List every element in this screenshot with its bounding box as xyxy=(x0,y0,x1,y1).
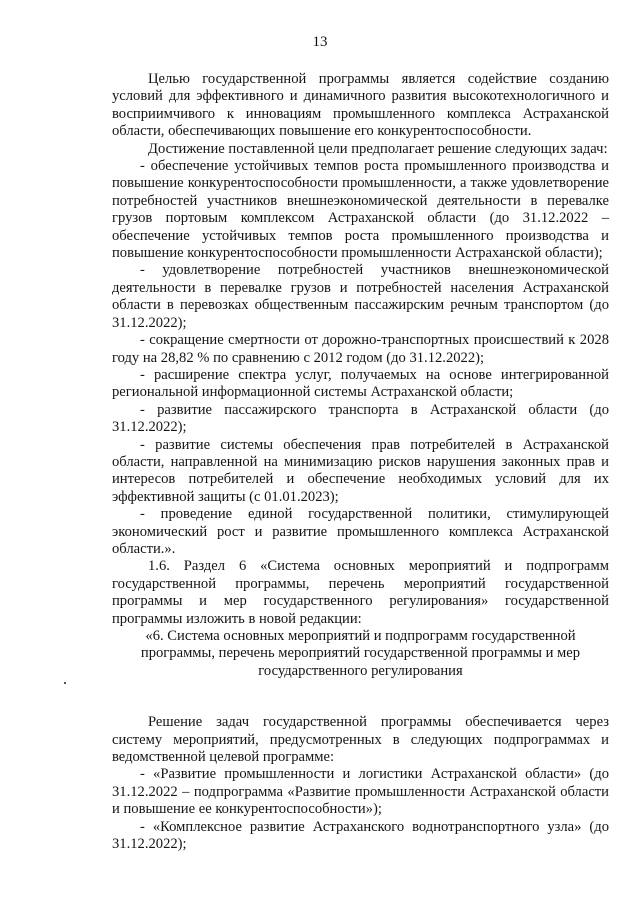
amendment-paragraph: 1.6. Раздел 6 «Система основных мероприятий и подпрограмм государственной программы, перечень мероприятий государственной программы и мер государственного регулирования» государственной программы изложить в новой редакции: xyxy=(112,558,609,627)
goal-paragraph: Целью государственной программы является содействие созданию условий для эффективного и динамичного развития высокотехнологичного и восприимчивого к инновациям промышленного комплекса Астраханской области, обеспечивающих повышение его конкурентоспособности. xyxy=(112,71,609,140)
solution-paragraph: Решение задач государственной программы обеспечивается через систему мероприятий, предусмотренных в следующих подпрограммах и ведомственной целевой программе: xyxy=(112,714,609,766)
subprogram-item: - «Развитие промышленности и логистики Астраханской области» (до 31.12.2022 – подпрограмма «Развитие промышленности Астраханской области и повышение ее конкурентоспособности»); xyxy=(112,766,609,818)
task-item: - расширение спектра услуг, получаемых на основе интегрированной региональной информационной системы Астраханской области; xyxy=(112,366,609,401)
tasks-intro-paragraph: Достижение поставленной цели предполагает решение следующих задач: xyxy=(148,140,608,157)
task-item: - развитие системы обеспечения прав потребителей в Астраханской области, направленной на минимизацию рисков нарушения законных прав и интересов потребителей и обеспечение необходимых условий для их эффективной защиты (с 01.01.2023); xyxy=(112,436,609,505)
subprogram-item: - «Комплексное развитие Астраханского воднотранспортного узла» (до 31.12.2022); xyxy=(112,818,609,853)
task-item: - сокращение смертности от дорожно-транспортных происшествий к 2028 году на 28,82 % по сравнению с 2012 годом (до 31.12.2022); xyxy=(112,332,609,366)
section-heading: «6. Система основных мероприятий и подпрограмм государственной программы, перечень мероприятий государственной программы и мер государственного регулирования xyxy=(140,628,581,679)
task-item: - обеспечение устойчивых темпов роста промышленного производства и повышение конкурентоспособности промышленности, а также удовлетворение потребностей участников внешнеэкономической деятельности в перевалке грузов портовым комплексом Астраханской области (до 31.12.2022 – обеспечение устойчивых темпов роста промышленного производства и повышение конкурентоспособности промышленности Астраханской области); xyxy=(112,158,609,262)
page-number: 13 xyxy=(312,34,328,50)
margin-dot xyxy=(64,682,66,684)
task-item: - проведение единой государственной политики, стимулирующей экономический рост и развитие промышленного комплекса Астраханской области.». xyxy=(112,506,609,557)
task-item: - удовлетворение потребностей участников внешнеэкономической деятельности в перевалке грузов и потребностей населения Астраханской области в перевозках общественным пассажирским речным транспортом (до 31.12.2022); xyxy=(112,262,609,331)
document-body xyxy=(112,71,609,853)
task-item: - развитие пассажирского транспорта в Астраханской области (до 31.12.2022); xyxy=(112,401,609,436)
heading-spacer xyxy=(112,680,609,714)
